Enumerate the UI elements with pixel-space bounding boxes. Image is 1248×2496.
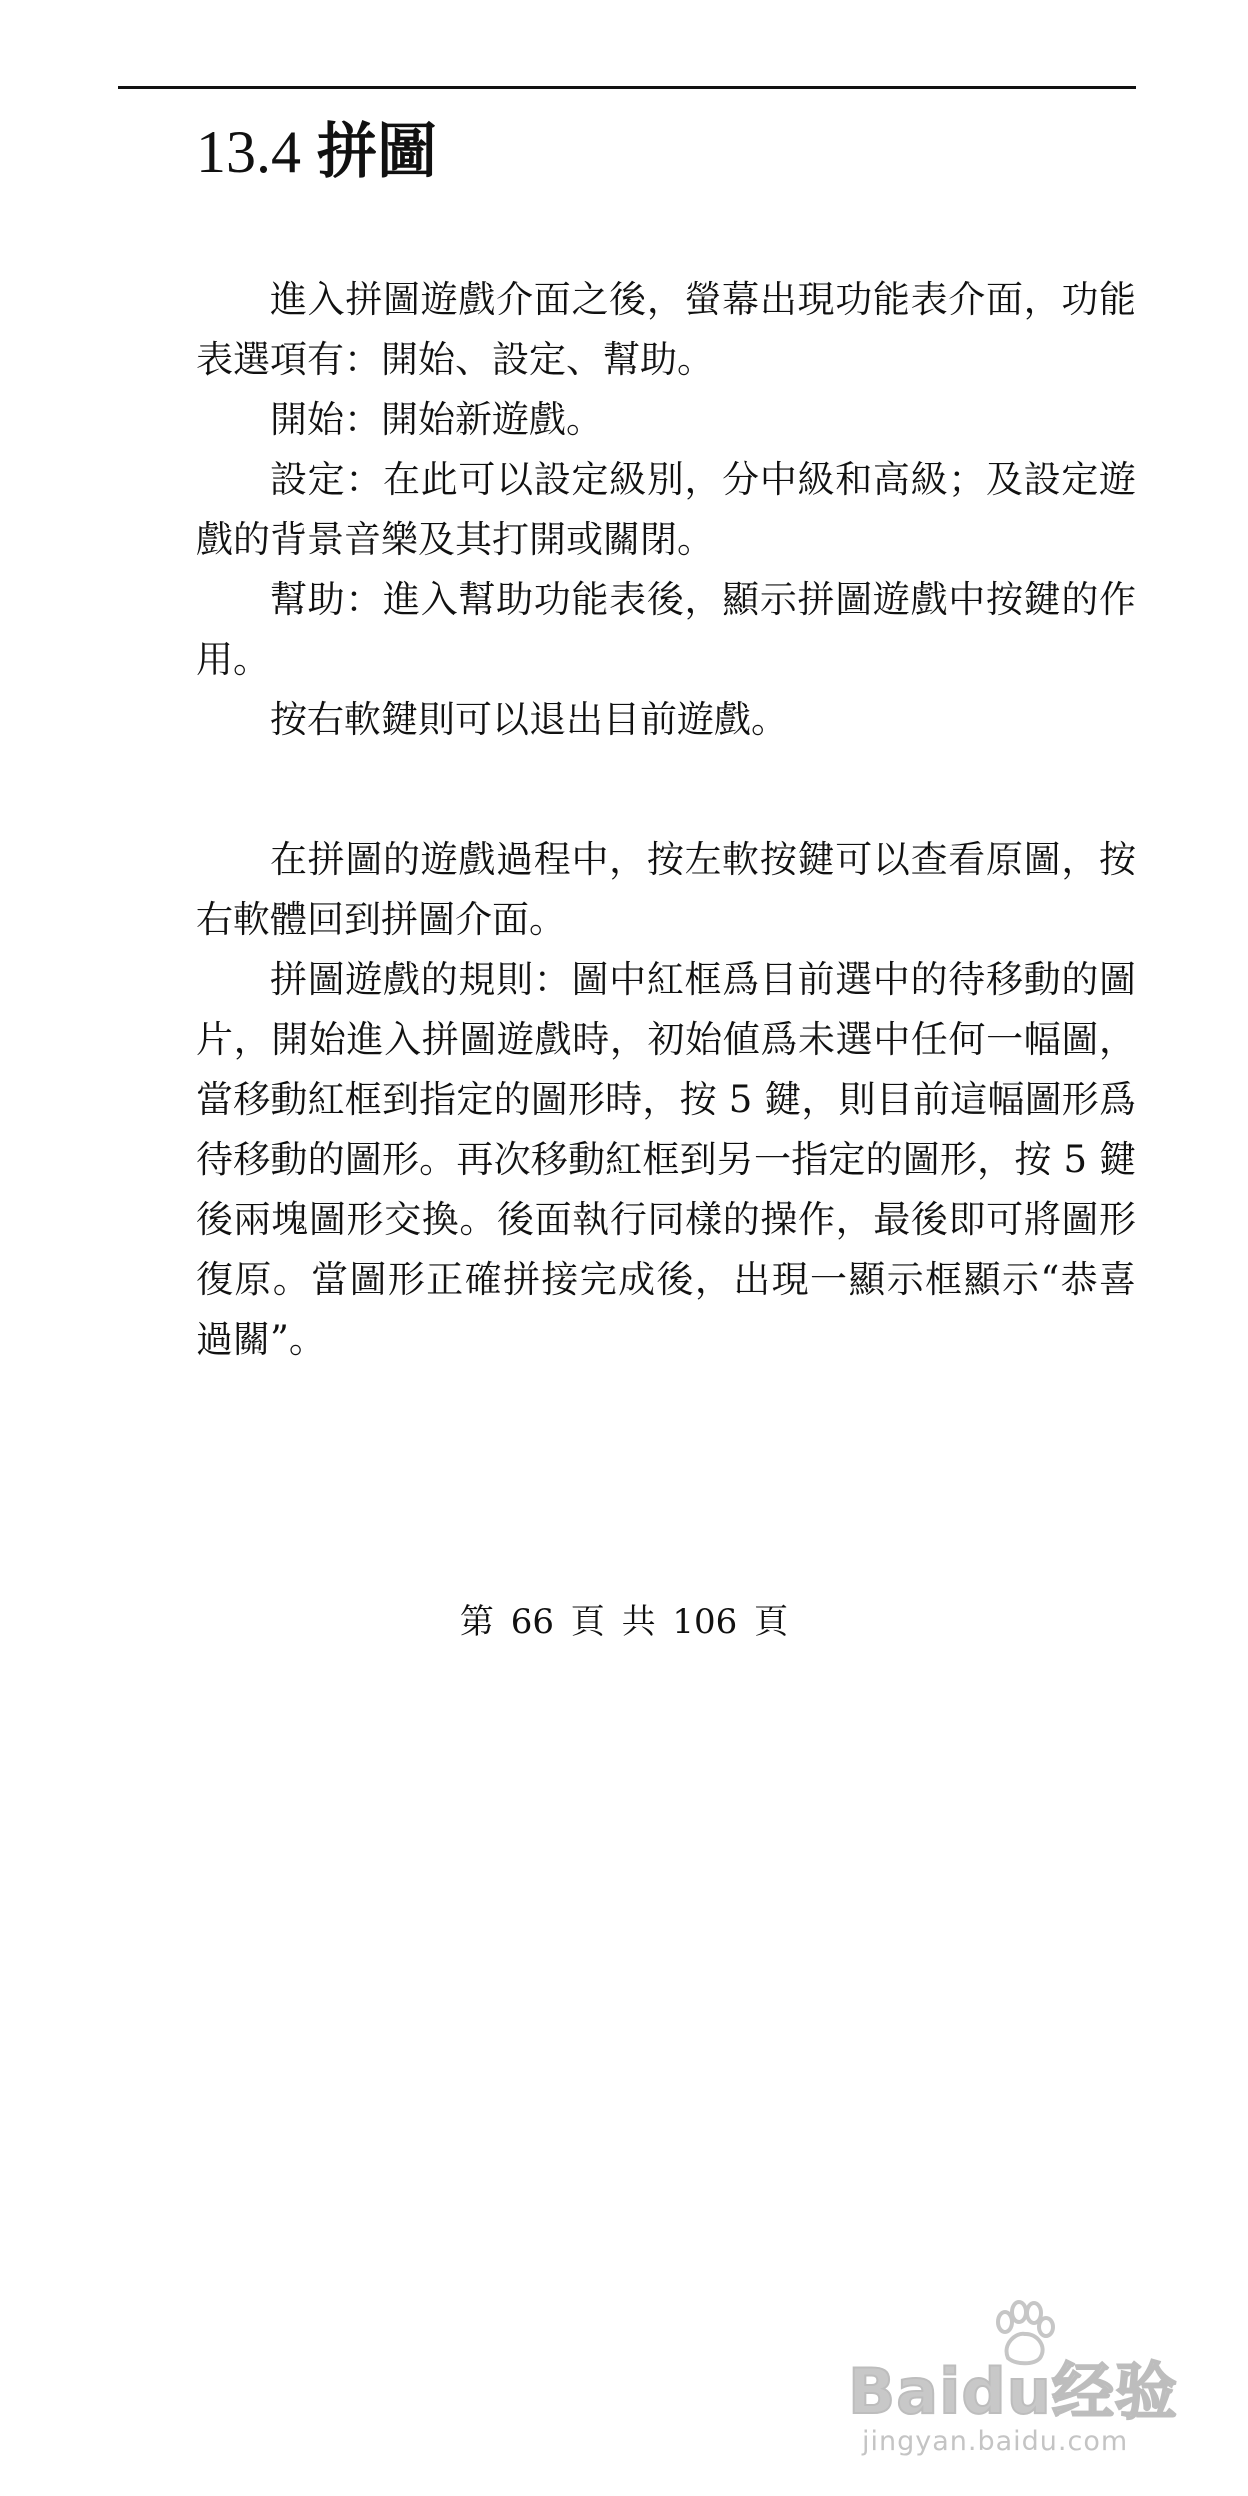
paragraph-rules: 拼圖遊戲的規則：圖中紅框爲目前選中的待移動的圖片，開始進入拼圖遊戲時，初始値爲未選中任何一幅圖，當移動紅框到指定的圖形時，按 5 鍵，則目前這幅圖形爲待移動的圖形。再次移動紅框到另一指定的圖形，按 5 鍵後兩塊圖形交換。後面執行同樣的操作，最後即可將圖形復原。當圖形正確拼接完成後，出現一顯示框顯示“恭喜過關”。 (196, 958, 1136, 1361)
paragraph-start: 開始：開始新遊戲。 (270, 398, 603, 441)
page-number: 第 66 頁 共 106 頁 (459, 1602, 789, 1642)
paragraph-settings: 設定：在此可以設定級別，分中級和高級；及設定遊戲的背景音樂及其打開或關閉。 (196, 458, 1136, 561)
section-title: 拼圖 (317, 119, 437, 185)
baidu-watermark (848, 2300, 1178, 2480)
paragraph-help: 幫助：進入幫助功能表後，顯示拼圖遊戲中按鍵的作用。 (196, 578, 1136, 681)
watermark-logo-text: Baidu经验 (848, 2355, 1178, 2428)
header-rule (118, 86, 1136, 89)
paragraph-intro: 進入拼圖遊戲介面之後，螢幕出現功能表介面，功能表選項有：開始、設定、幫助。 (196, 278, 1136, 381)
body-block-menu (196, 270, 1136, 750)
watermark-url: jingyan.baidu.com (862, 2426, 1129, 2457)
section-heading (196, 112, 437, 192)
paragraph-exit: 按右軟鍵則可以退出目前遊戲。 (270, 698, 788, 741)
section-number: 13.4 (196, 119, 301, 185)
body-block-gameplay (196, 830, 1136, 1370)
paragraph-gameplay: 在拼圖的遊戲過程中，按左軟按鍵可以查看原圖，按右軟體回到拼圖介面。 (196, 838, 1136, 941)
